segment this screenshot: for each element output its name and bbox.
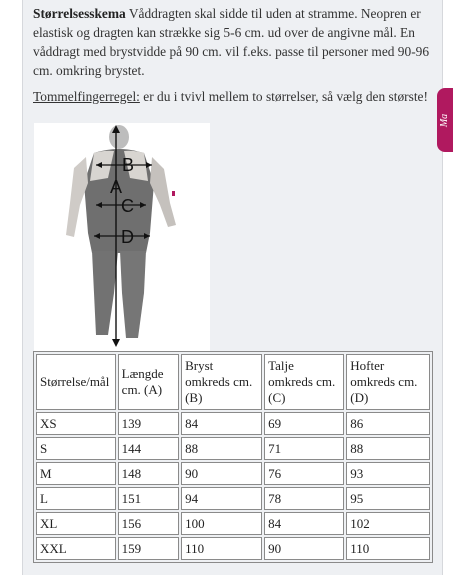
- label-a: A: [110, 177, 123, 197]
- table-cell: 100: [181, 512, 262, 535]
- table-cell: 151: [118, 487, 179, 510]
- tip-label: Tommelfingerregel:: [33, 89, 140, 104]
- tip-paragraph: [33, 87, 433, 106]
- table-cell: 159: [118, 537, 179, 560]
- table-cell: S: [36, 437, 116, 460]
- table-row: [36, 537, 430, 560]
- wetsuit-illustration: [34, 123, 210, 351]
- table-cell: 94: [181, 487, 262, 510]
- header-cell: Størrelse/mål: [36, 354, 116, 410]
- table-row: [36, 412, 430, 435]
- label-d: D: [121, 227, 134, 247]
- table-cell: 84: [181, 412, 262, 435]
- table-cell: 78: [264, 487, 344, 510]
- intro-text: Våddragten skal sidde til uden at stramme. Neopren er elastisk og dragten kan strække sig 5-6 cm. ud over de angivne mål. En våddragt med brystvidde på 90 cm. vil f.eks. passe til personer med 90-96 cm. omkring brystet.: [33, 6, 430, 78]
- table-row: [36, 487, 430, 510]
- table-cell: XL: [36, 512, 116, 535]
- table-cell: 110: [181, 537, 262, 560]
- suit-logo-mark: [172, 191, 175, 196]
- table-cell: 90: [181, 462, 262, 485]
- table-cell: 88: [181, 437, 262, 460]
- left-leg-shape: [92, 251, 118, 335]
- table-cell: 148: [118, 462, 179, 485]
- header-cell: Hofter omkreds cm. (D): [346, 354, 430, 410]
- length-arrow-bottom: [112, 339, 120, 347]
- header-cell: Talje omkreds cm. (C): [264, 354, 344, 410]
- table-cell: 95: [346, 487, 430, 510]
- table-cell: 76: [264, 462, 344, 485]
- header-cell: Bryst omkreds cm. (B): [181, 354, 262, 410]
- table-cell: XXL: [36, 537, 116, 560]
- table-row: [36, 437, 430, 460]
- table-cell: M: [36, 462, 116, 485]
- size-table: [33, 351, 433, 563]
- table-cell: 71: [264, 437, 344, 460]
- left-arm-shape: [66, 157, 88, 237]
- table-cell: 156: [118, 512, 179, 535]
- table-cell: 139: [118, 412, 179, 435]
- table-cell: 88: [346, 437, 430, 460]
- table-cell: 90: [264, 537, 344, 560]
- intro-heading: Størrelsesskema: [33, 6, 126, 21]
- table-row: [36, 512, 430, 535]
- table-header-row: [36, 354, 430, 410]
- table-cell: XS: [36, 412, 116, 435]
- chest-arrow-right: [146, 162, 152, 168]
- tip-text: er du i tvivl mellem to størrelser, så vælg den største!: [143, 89, 428, 104]
- side-tab[interactable]: [437, 88, 453, 152]
- table-cell: 102: [346, 512, 430, 535]
- table-row: [36, 462, 430, 485]
- label-b: B: [122, 155, 135, 175]
- table-cell: 110: [346, 537, 430, 560]
- table-cell: 69: [264, 412, 344, 435]
- table-cell: 84: [264, 512, 344, 535]
- table-cell: L: [36, 487, 116, 510]
- table-cell: 86: [346, 412, 430, 435]
- table-cell: 93: [346, 462, 430, 485]
- label-c: C: [121, 196, 134, 216]
- header-cell: Længde cm. (A): [118, 354, 179, 410]
- head-shape: [109, 125, 129, 149]
- intro-paragraph: [33, 4, 433, 80]
- right-leg-shape: [120, 251, 146, 338]
- side-tab-label: Ma: [439, 113, 451, 127]
- wetsuit-figure: [34, 123, 210, 351]
- table-cell: 144: [118, 437, 179, 460]
